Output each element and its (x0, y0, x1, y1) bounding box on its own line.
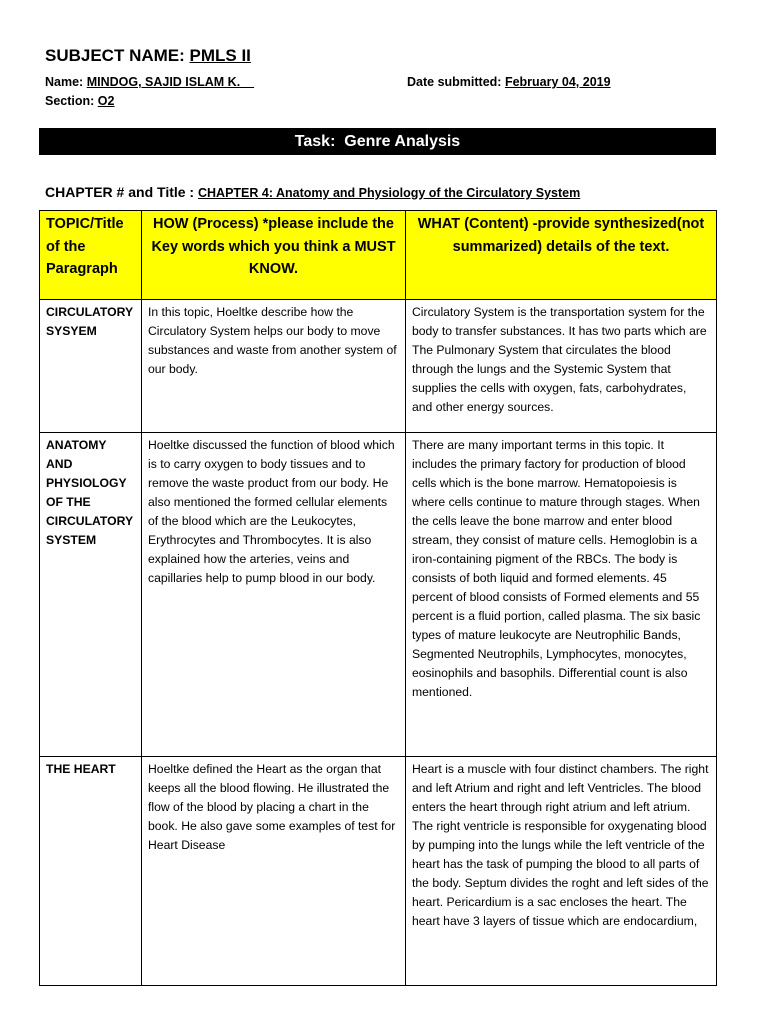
row-topic: THE HEART (40, 757, 142, 986)
name-label: Name: (45, 75, 87, 89)
row-topic: CIRCULATORY SYSYEM (40, 300, 142, 433)
header-what: WHAT (Content) -provide synthesized(not summarized) details of the text. (406, 211, 717, 300)
section-value: O2 (97, 94, 115, 108)
genre-analysis-table (39, 210, 717, 986)
chapter-value: CHAPTER 4: Anatomy and Physiology of the Circulatory System (197, 186, 581, 200)
table-row (40, 433, 717, 757)
row-what: Heart is a muscle with four distinct chambers. The right and left Atrium and right and left Ventricles. The blood enters the heart through right atrium and left atrium. The right ventricle is responsible for oxygenating blood by pumping into the lungs while the left ventricle of the heart has the task of pumping the blood to all parts of the body. Septum divides the roght and left sides of the heart. Pericardium is a sac encloses the heart. The heart have 3 layers of tissue which are endocardium, (406, 757, 717, 986)
subject-label: SUBJECT NAME: (45, 46, 190, 65)
table-row (40, 300, 717, 433)
student-name-line (45, 75, 254, 89)
section-label: Section: (45, 94, 98, 108)
header-topic: TOPIC/Title of the Paragraph (40, 211, 142, 300)
date-label: Date submitted: (407, 75, 505, 89)
task-title: Task: Genre Analysis (294, 132, 461, 150)
chapter-label: CHAPTER # and Title : (45, 184, 198, 200)
row-what: Circulatory System is the transportation system for the body to transfer substances. It has two parts which are The Pulmonary System that circulates the blood through the lungs and the Systemic System that supplies the cells with oxygen, fats, carbohydrates, and other energy sources. (406, 300, 717, 433)
section-line (45, 94, 114, 108)
row-how: In this topic, Hoeltke describe how the Circulatory System helps our body to move substances and waste from another system of our body. (142, 300, 406, 433)
table-header-row (40, 211, 717, 300)
table-row (40, 757, 717, 986)
subject-value: PMLS II (189, 46, 251, 65)
row-what: There are many important terms in this topic. It includes the primary factory for production of blood cells which is the bone marrow. Hematopoiesis is where cells continue to mature through stages. When the cells leave the bone marrow and enter blood stream, they consist of mature cells. Hemoglobin is a iron-containing pigment of the RBCs. The body is consists of both liquid and formed elements. 45 percent of blood consists of Formed elements and 55 percent is a fluid portion, called plasma. The six basic types of mature leukocyte are Neutrophilic Bands, Segmented Neutrophils, Lymphocytes, monocytes, eosinophils and basophils. Differential count is also mentioned. (406, 433, 717, 757)
name-value: MINDOG, SAJID ISLAM K. (86, 75, 255, 89)
row-how: Hoeltke discussed the function of blood which is to carry oxygen to body tissues and to remove the waste product from our body. He also mentioned the formed cellular elements of the blood which are the Leukocytes, Erythrocytes and Thrombocytes. It is also explained how the arteries, veins and capillaries help to pump blood in our body. (142, 433, 406, 757)
header-how: HOW (Process) *please include the Key words which you think a MUST KNOW. (142, 211, 406, 300)
row-how: Hoeltke defined the Heart as the organ that keeps all the blood flowing. He illustrated the flow of the blood by placing a chart in the book. He also gave some examples of test for Heart Disease (142, 757, 406, 986)
date-submitted-line (407, 75, 611, 89)
row-topic: ANATOMY AND PHYSIOLOGY OF THE CIRCULATORY SYSTEM (40, 433, 142, 757)
subject-name-line (45, 46, 251, 66)
date-value: February 04, 2019 (504, 75, 611, 89)
task-title-bar (39, 128, 716, 155)
chapter-title-line (45, 184, 580, 200)
